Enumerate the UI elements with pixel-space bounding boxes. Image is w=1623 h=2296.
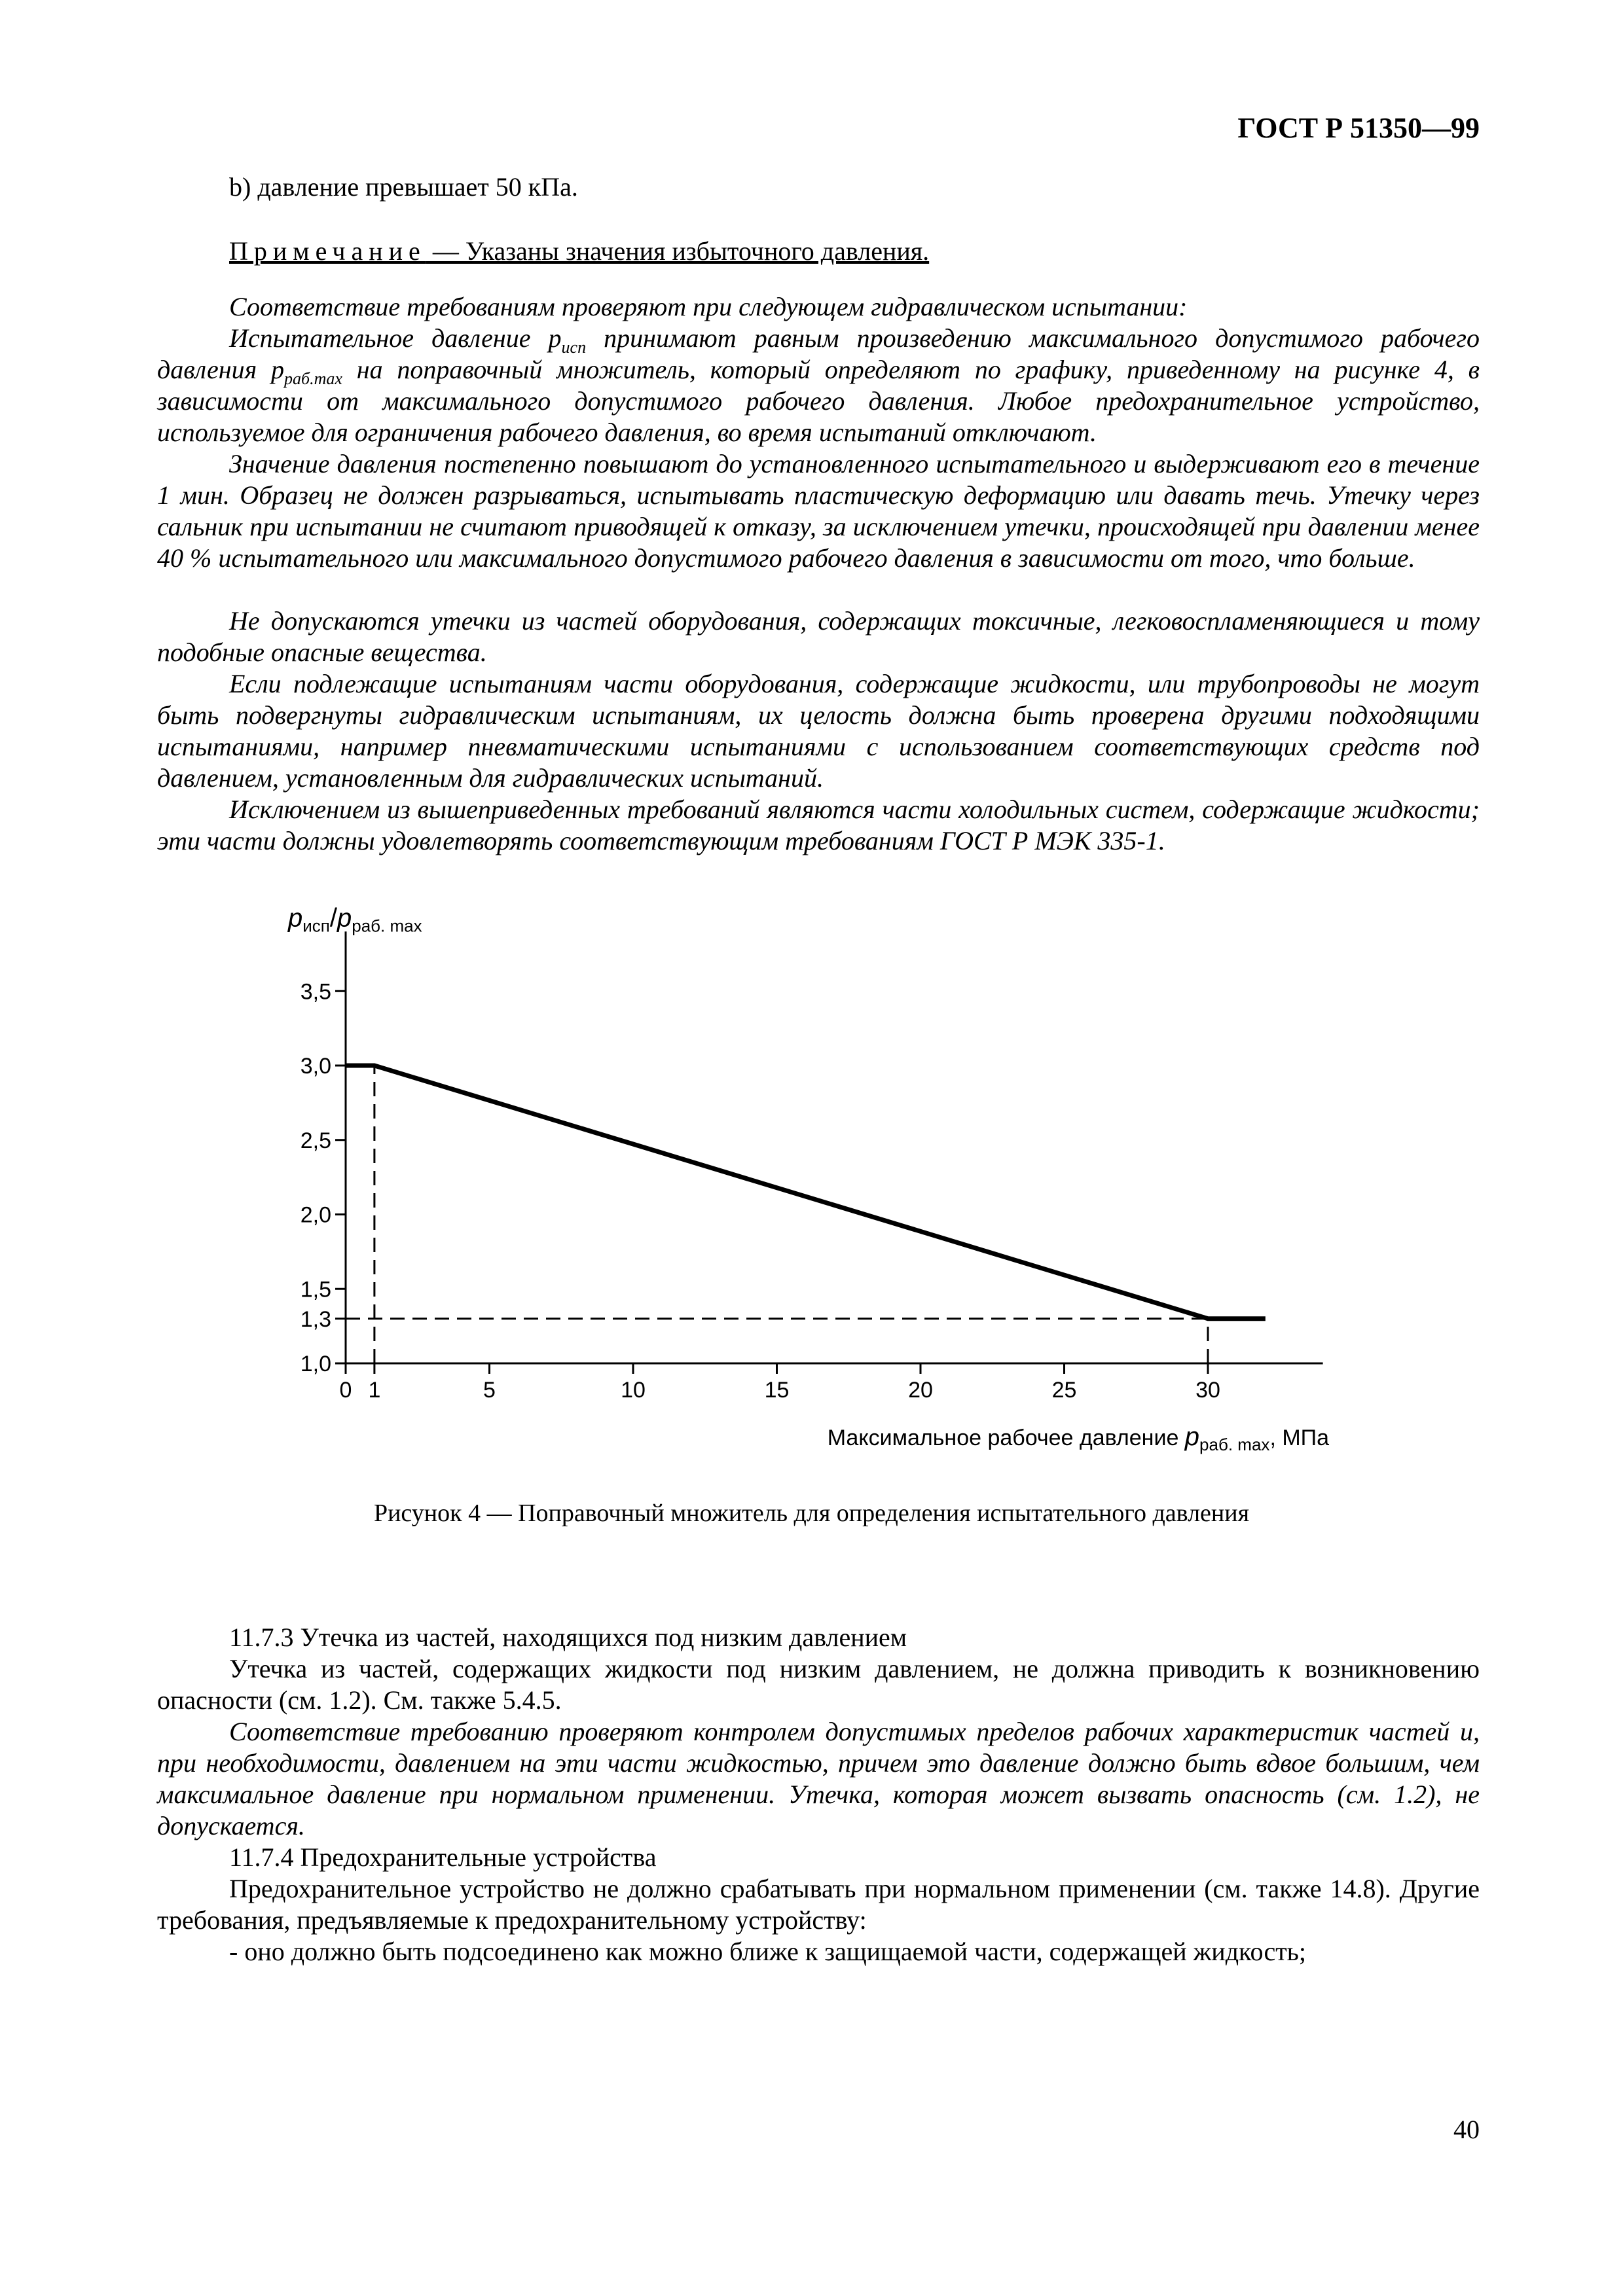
section-11-7-4: 11.7.4 Предохранительные устройства — [229, 1842, 657, 1872]
paragraph-compliance-control: Соответствие требованию проверяют контролем допустимых пределов рабочих характеристик частей и, при необходимости, давлением на эти части жидкостью, причем это давление должно быть вдвое большим, чем максимальное давление при нормальном применении. Утечка, которая может вызвать опасность (см. 1.2), не допускается. — [157, 1717, 1480, 1840]
y-label-sub: раб. max — [352, 916, 422, 936]
x-tick-label: 25 — [1051, 1378, 1077, 1403]
y-tick-label: 1,3 — [300, 1306, 331, 1332]
x-tick-label: 10 — [621, 1378, 646, 1403]
y-tick-label: 1,0 — [300, 1352, 331, 1376]
symbol-p: p — [271, 355, 285, 384]
symbol-p: p — [548, 323, 562, 353]
figure-caption: Рисунок 4 — Поправочный множитель для определения испытательного давления — [373, 1499, 1250, 1527]
paragraph-pressure-increase: Значение давления постепенно повышают до установленного испытательного и выдерживают его в течение 1 мин. Образец не должен разрываться, испытывать пластическую деформацию или давать течь. Утечку через сальник при испытании не считают приводящей к отказу, за исключением утечки, происходящей при давлении менее 40 % испытательного или максимального допустимого рабочего давления в зависимости от того, что больше. — [157, 449, 1480, 573]
y-label-slash: / — [329, 903, 337, 933]
item-b: b) давление превышает 50 кПа. — [229, 172, 578, 202]
x-label-sub: раб. max — [1199, 1435, 1270, 1454]
chart-labels — [287, 903, 1329, 1454]
y-axis-label — [287, 903, 422, 935]
paragraph-low-pressure-leak: Утечка из частей, содержащих жидкости под низким давлением, не должна приводить к возникновению опасности (см. 1.2). См. также 5.4.5. — [157, 1654, 1480, 1715]
y-tick-label: 3,5 — [300, 979, 331, 1005]
y-label-sub: исп — [302, 916, 330, 936]
paragraph-no-leaks: Не допускаются утечки из частей оборудования, содержащих токсичные, легковоспламеняющиеся и тому подобные опасные вещества. — [157, 606, 1480, 667]
y-tick-label: 2,5 — [300, 1128, 331, 1153]
x-label-p: p — [1184, 1422, 1200, 1451]
page-number: 40 — [1453, 2115, 1480, 2144]
paragraph-safety-device: Предохранительное устройство не должно срабатывать при нормальном применении (см. также 14.8). Другие требования, предъявляемые к предохранительному устройству: — [157, 1874, 1480, 1935]
y-tick-label: 2,0 — [300, 1202, 331, 1228]
x-tick-label: 1 — [368, 1378, 381, 1403]
text-run: на поправочный множитель, который определяют по графику, приведенному на рисунке 4, в зависимости от максимального допустимого рабочего давления. Любое предохранительное устройство, используемое для ограничения рабочего давления, во время испытаний отключают. — [157, 355, 1480, 447]
x-label-unit: , МПа — [1269, 1426, 1329, 1450]
correction-factor-line — [346, 1066, 1266, 1319]
x-label-text: Максимальное рабочее давление — [827, 1426, 1185, 1450]
paragraph-other-tests: Если подлежащие испытаниям части оборудования, содержащие жидкости, или трубопроводы не могут быть подвергнуты гидравлическим испытаниям, их целость должна быть проверена другими подходящими испытаниями, например пневматическими испытаниями с использованием соответствующих средств под давлением, установленным для гидравлических испытаний. — [157, 669, 1480, 793]
paragraph-test-pressure — [157, 323, 1480, 448]
subscript-isp: исп — [561, 338, 587, 357]
x-tick-label: 15 — [764, 1378, 790, 1403]
chart-svg — [0, 890, 1623, 1479]
text-run: Испытательное давление — [229, 323, 549, 353]
x-tick-label: 20 — [908, 1378, 933, 1403]
note-label: Примечание — [229, 236, 426, 266]
text-run: принимают равным произведению максимального допустимого рабочего давления — [157, 323, 1480, 384]
y-label-p: p — [337, 903, 352, 933]
x-tick-label: 30 — [1195, 1378, 1220, 1403]
paragraph-exceptions: Исключением из вышеприведенных требований являются части холодильных систем, содержащие жидкости; эти части должны удовлетворять соответствующим требованиям ГОСТ Р МЭК 335-1. — [157, 795, 1480, 855]
note — [229, 236, 929, 266]
y-tick-label: 3,0 — [300, 1054, 331, 1079]
x-tick-label: 0 — [339, 1378, 352, 1403]
y-label-p: p — [288, 903, 303, 933]
chart-guides — [346, 1066, 1208, 1363]
paragraph-compliance: Соответствие требованиям проверяют при следующем гидравлическом испытании: — [229, 292, 1188, 321]
x-tick-label: 5 — [483, 1378, 496, 1403]
figure-4-chart — [0, 890, 1623, 1479]
document-standard-number: ГОСТ Р 51350—99 — [1237, 112, 1480, 144]
y-tick-label: 1,5 — [300, 1277, 331, 1302]
chart-series — [346, 1066, 1266, 1319]
subscript-rab-max: раб.max — [284, 369, 342, 388]
note-text: — Указаны значения избыточного давления. — [426, 236, 930, 266]
x-axis-label — [828, 1422, 1329, 1454]
section-11-7-3: 11.7.3 Утечка из частей, находящихся под низким давлением — [229, 1623, 907, 1652]
paragraph-connection: - оно должно быть подсоединено как можно ближе к защищаемой части, содержащей жидкость; — [229, 1937, 1307, 1966]
